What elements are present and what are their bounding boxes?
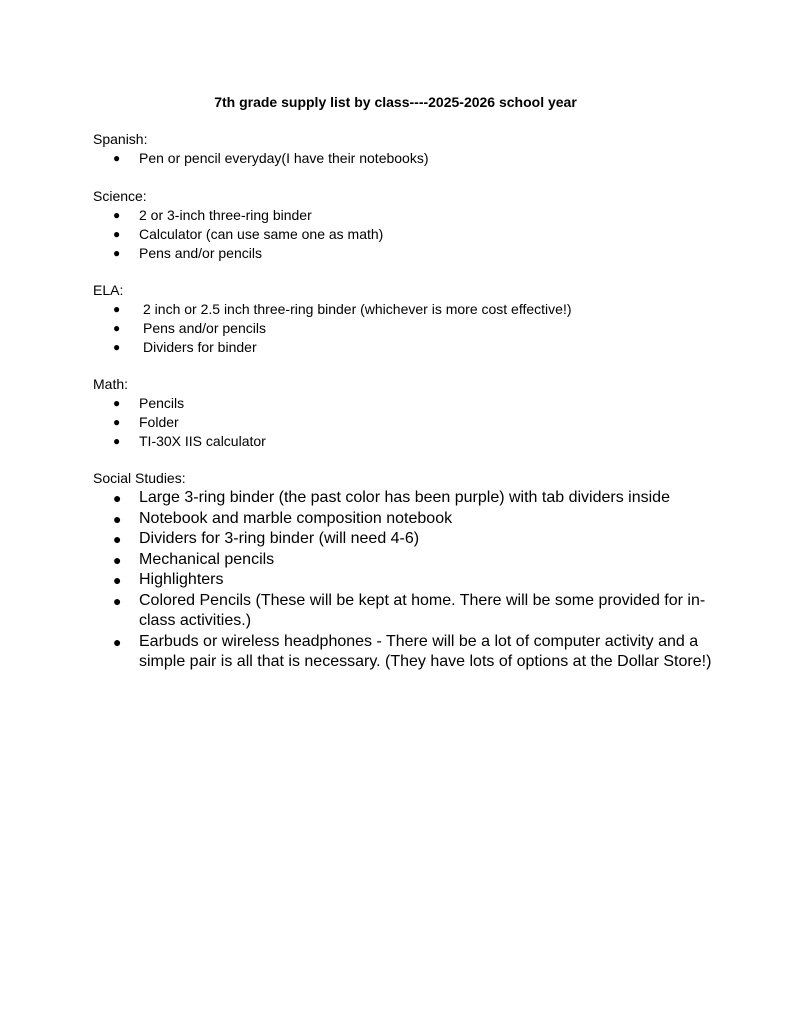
- list-item-text: Pencils: [139, 395, 185, 411]
- list-item-text: Notebook and marble composition notebook: [139, 509, 453, 527]
- list-item-text: 2 inch or 2.5 inch three-ring binder (whichever is more cost effective!): [143, 301, 572, 317]
- list-item-text: 2 or 3-inch three-ring binder: [139, 207, 312, 223]
- bullet-icon: ●: [113, 490, 122, 506]
- bullet-icon: ●: [113, 227, 121, 241]
- list-item-text: Dividers for 3-ring binder (will need 4-6): [139, 530, 420, 547]
- list-item: [93, 394, 713, 413]
- bullet-icon: ●: [113, 633, 122, 650]
- list-item-text: Pens and/or pencils: [143, 320, 266, 336]
- section-math: [93, 375, 713, 451]
- list-item-text: Colored Pencils (These will be kept at home. There will be some provided for in-class activities.): [139, 591, 706, 629]
- list-item-text: Large 3-ring binder (the past color has been purple) with tab dividers inside: [139, 489, 670, 506]
- list-item-text: Pen or pencil everyday(I have their notebooks): [139, 150, 429, 166]
- item-list-spanish: [93, 149, 713, 168]
- list-item-text: Calculator (can use same one as math): [139, 226, 384, 242]
- list-item: [93, 591, 713, 632]
- list-item: [93, 338, 713, 357]
- section-social-studies: [93, 469, 713, 673]
- list-item-text: Mechanical pencils: [139, 550, 275, 568]
- bullet-icon: ●: [113, 415, 121, 429]
- section-heading-ela: ELA:: [93, 282, 124, 298]
- bullet-icon: ●: [113, 208, 121, 222]
- bullet-icon: ●: [113, 434, 121, 448]
- bullet-icon: ●: [113, 592, 122, 609]
- list-item: [93, 319, 713, 338]
- list-item: [93, 225, 713, 244]
- list-item: [93, 432, 713, 451]
- section-ela: [93, 281, 713, 357]
- item-list-math: [93, 394, 713, 451]
- list-item: [93, 509, 713, 530]
- bullet-icon: ●: [113, 396, 121, 410]
- list-item: [93, 550, 713, 571]
- list-item: [93, 149, 713, 168]
- list-item-text: Folder: [139, 414, 179, 430]
- section-spanish: [93, 130, 713, 168]
- bullet-icon: ●: [113, 531, 122, 547]
- bullet-icon: ●: [113, 246, 121, 260]
- list-item: [93, 570, 713, 591]
- list-item-text: Earbuds or wireless headphones - There will be a lot of computer activity and a simple pair is all that is necessary. (They have lots of options at the Dollar Store!): [139, 632, 712, 670]
- list-item: [93, 413, 713, 432]
- item-list-science: [93, 206, 713, 263]
- list-item: [93, 632, 713, 673]
- item-list-ela: [93, 300, 713, 357]
- list-item-text: Highlighters: [139, 571, 224, 588]
- bullet-icon: ●: [113, 151, 121, 165]
- section-heading-social-studies: Social Studies:: [93, 470, 186, 486]
- bullet-icon: ●: [113, 572, 122, 588]
- bullet-icon: ●: [113, 302, 121, 316]
- bullet-icon: ●: [113, 340, 121, 354]
- list-item: [93, 488, 713, 509]
- section-heading-spanish: Spanish:: [93, 131, 148, 147]
- bullet-icon: ●: [113, 551, 122, 568]
- list-item: [93, 244, 713, 263]
- bullet-icon: ●: [113, 510, 122, 527]
- list-item-text: Dividers for binder: [143, 339, 257, 355]
- list-item-text: TI-30X IIS calculator: [139, 433, 266, 449]
- section-science: [93, 187, 713, 263]
- item-list-social-studies: [93, 488, 713, 673]
- page-title: 7th grade supply list by class----2025-2026 school year: [214, 94, 577, 110]
- list-item: [93, 206, 713, 225]
- bullet-icon: ●: [113, 321, 121, 335]
- list-item: [93, 300, 713, 319]
- list-item-text: Pens and/or pencils: [139, 245, 262, 261]
- section-heading-math: Math:: [93, 376, 129, 392]
- list-item: [93, 529, 713, 550]
- section-heading-science: Science:: [93, 188, 147, 204]
